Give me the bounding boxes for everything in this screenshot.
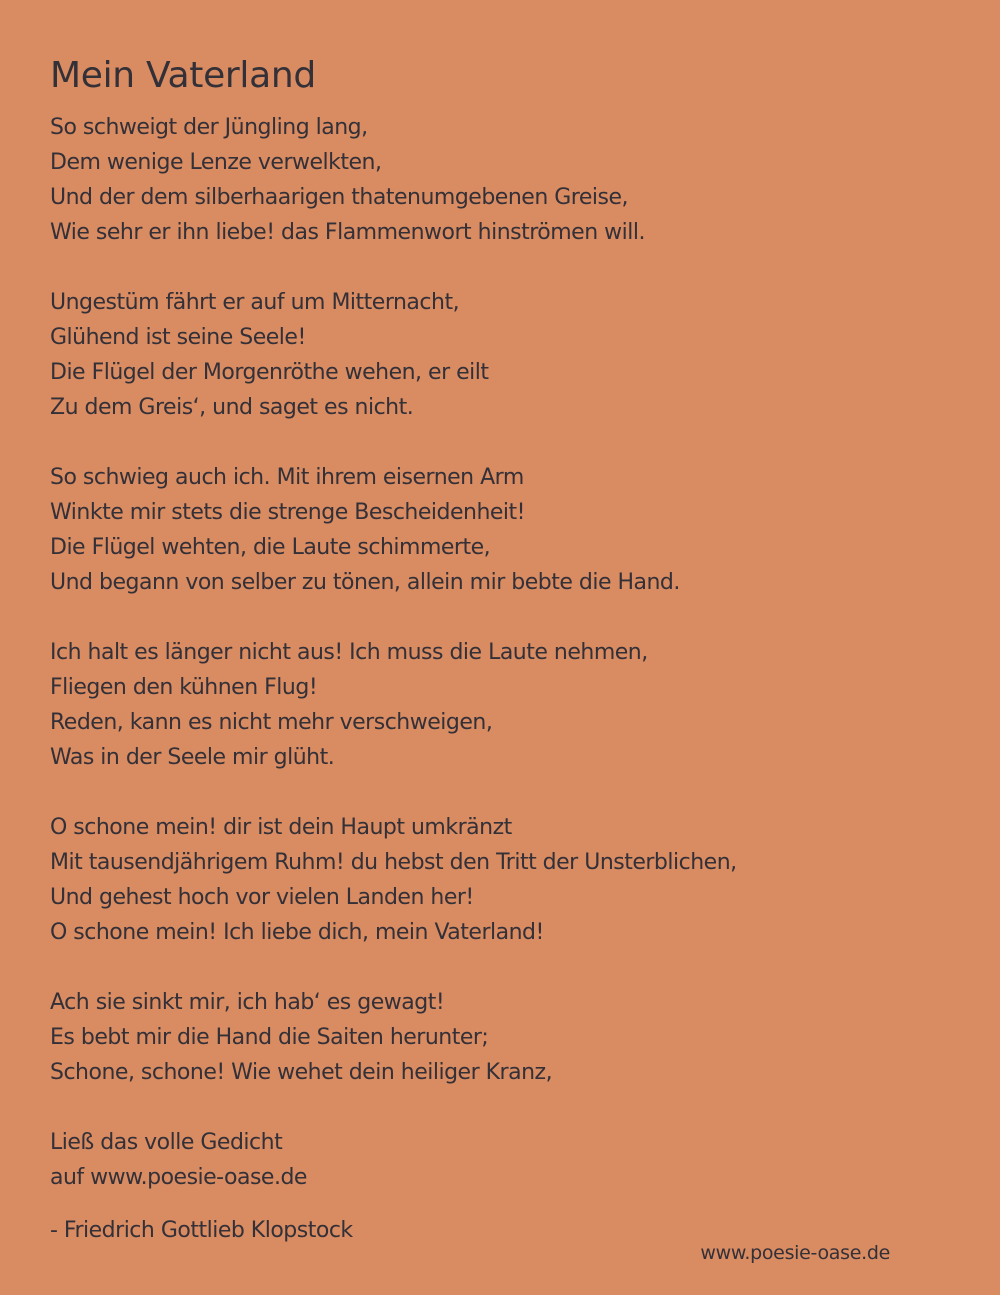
poem-line: Reden, kann es nicht mehr verschweigen,: [50, 710, 493, 735]
poem-line: So schweigt der Jüngling lang,: [50, 115, 368, 140]
poem-line: Ich halt es länger nicht aus! Ich muss die Laute nehmen,: [50, 640, 648, 665]
stanza-4: [50, 635, 950, 775]
site-watermark: www.poesie-oase.de: [700, 1242, 890, 1264]
poem-line: Dem wenige Lenze verwelkten,: [50, 150, 382, 175]
poem-line: Und der dem silberhaarigen thatenumgebenen Greise,: [50, 185, 629, 210]
poem-line: Winkte mir stets die strenge Bescheidenheit!: [50, 500, 525, 525]
poem-line: Ungestüm fährt er auf um Mitternacht,: [50, 290, 460, 315]
poem-line: Die Flügel wehten, die Laute schimmerte,: [50, 535, 491, 560]
poem-line: So schwieg auch ich. Mit ihrem eisernen Arm: [50, 465, 524, 490]
poem-line: Zu dem Greis‘, und saget es nicht.: [50, 395, 414, 420]
poem-body: [50, 110, 950, 1230]
poem-line: Die Flügel der Morgenröthe wehen, er eilt: [50, 360, 489, 385]
read-more-link-line: auf www.poesie-oase.de: [50, 1165, 307, 1190]
poem-line: Es bebt mir die Hand die Saiten herunter;: [50, 1025, 489, 1050]
poem-line: Ach sie sinkt mir, ich hab‘ es gewagt!: [50, 990, 445, 1015]
stanza-3: [50, 460, 950, 600]
stanza-6: [50, 985, 950, 1090]
poem-line: O schone mein! dir ist dein Haupt umkränzt: [50, 815, 512, 840]
poem-line: Schone, schone! Wie wehet dein heiliger Kranz,: [50, 1060, 553, 1085]
poem-author: - Friedrich Gottlieb Klopstock: [50, 1218, 353, 1243]
poem-line: Und begann von selber zu tönen, allein mir bebte die Hand.: [50, 570, 680, 595]
poem-title: Mein Vaterland: [50, 55, 316, 96]
stanza-5: [50, 810, 950, 950]
poem-line: Mit tausendjährigem Ruhm! du hebst den Tritt der Unsterblichen,: [50, 850, 737, 875]
poem-line: Wie sehr er ihn liebe! das Flammenwort hinströmen will.: [50, 220, 645, 245]
poem-line: Fliegen den kühnen Flug!: [50, 675, 318, 700]
read-more-note: [50, 1125, 950, 1195]
poem-line: Und gehest hoch vor vielen Landen her!: [50, 885, 474, 910]
read-more-line: Ließ das volle Gedicht: [50, 1130, 283, 1155]
stanza-1: [50, 110, 950, 250]
poem-line: Was in der Seele mir glüht.: [50, 745, 335, 770]
poem-line: Glühend ist seine Seele!: [50, 325, 306, 350]
stanza-2: [50, 285, 950, 425]
poem-line: O schone mein! Ich liebe dich, mein Vaterland!: [50, 920, 544, 945]
